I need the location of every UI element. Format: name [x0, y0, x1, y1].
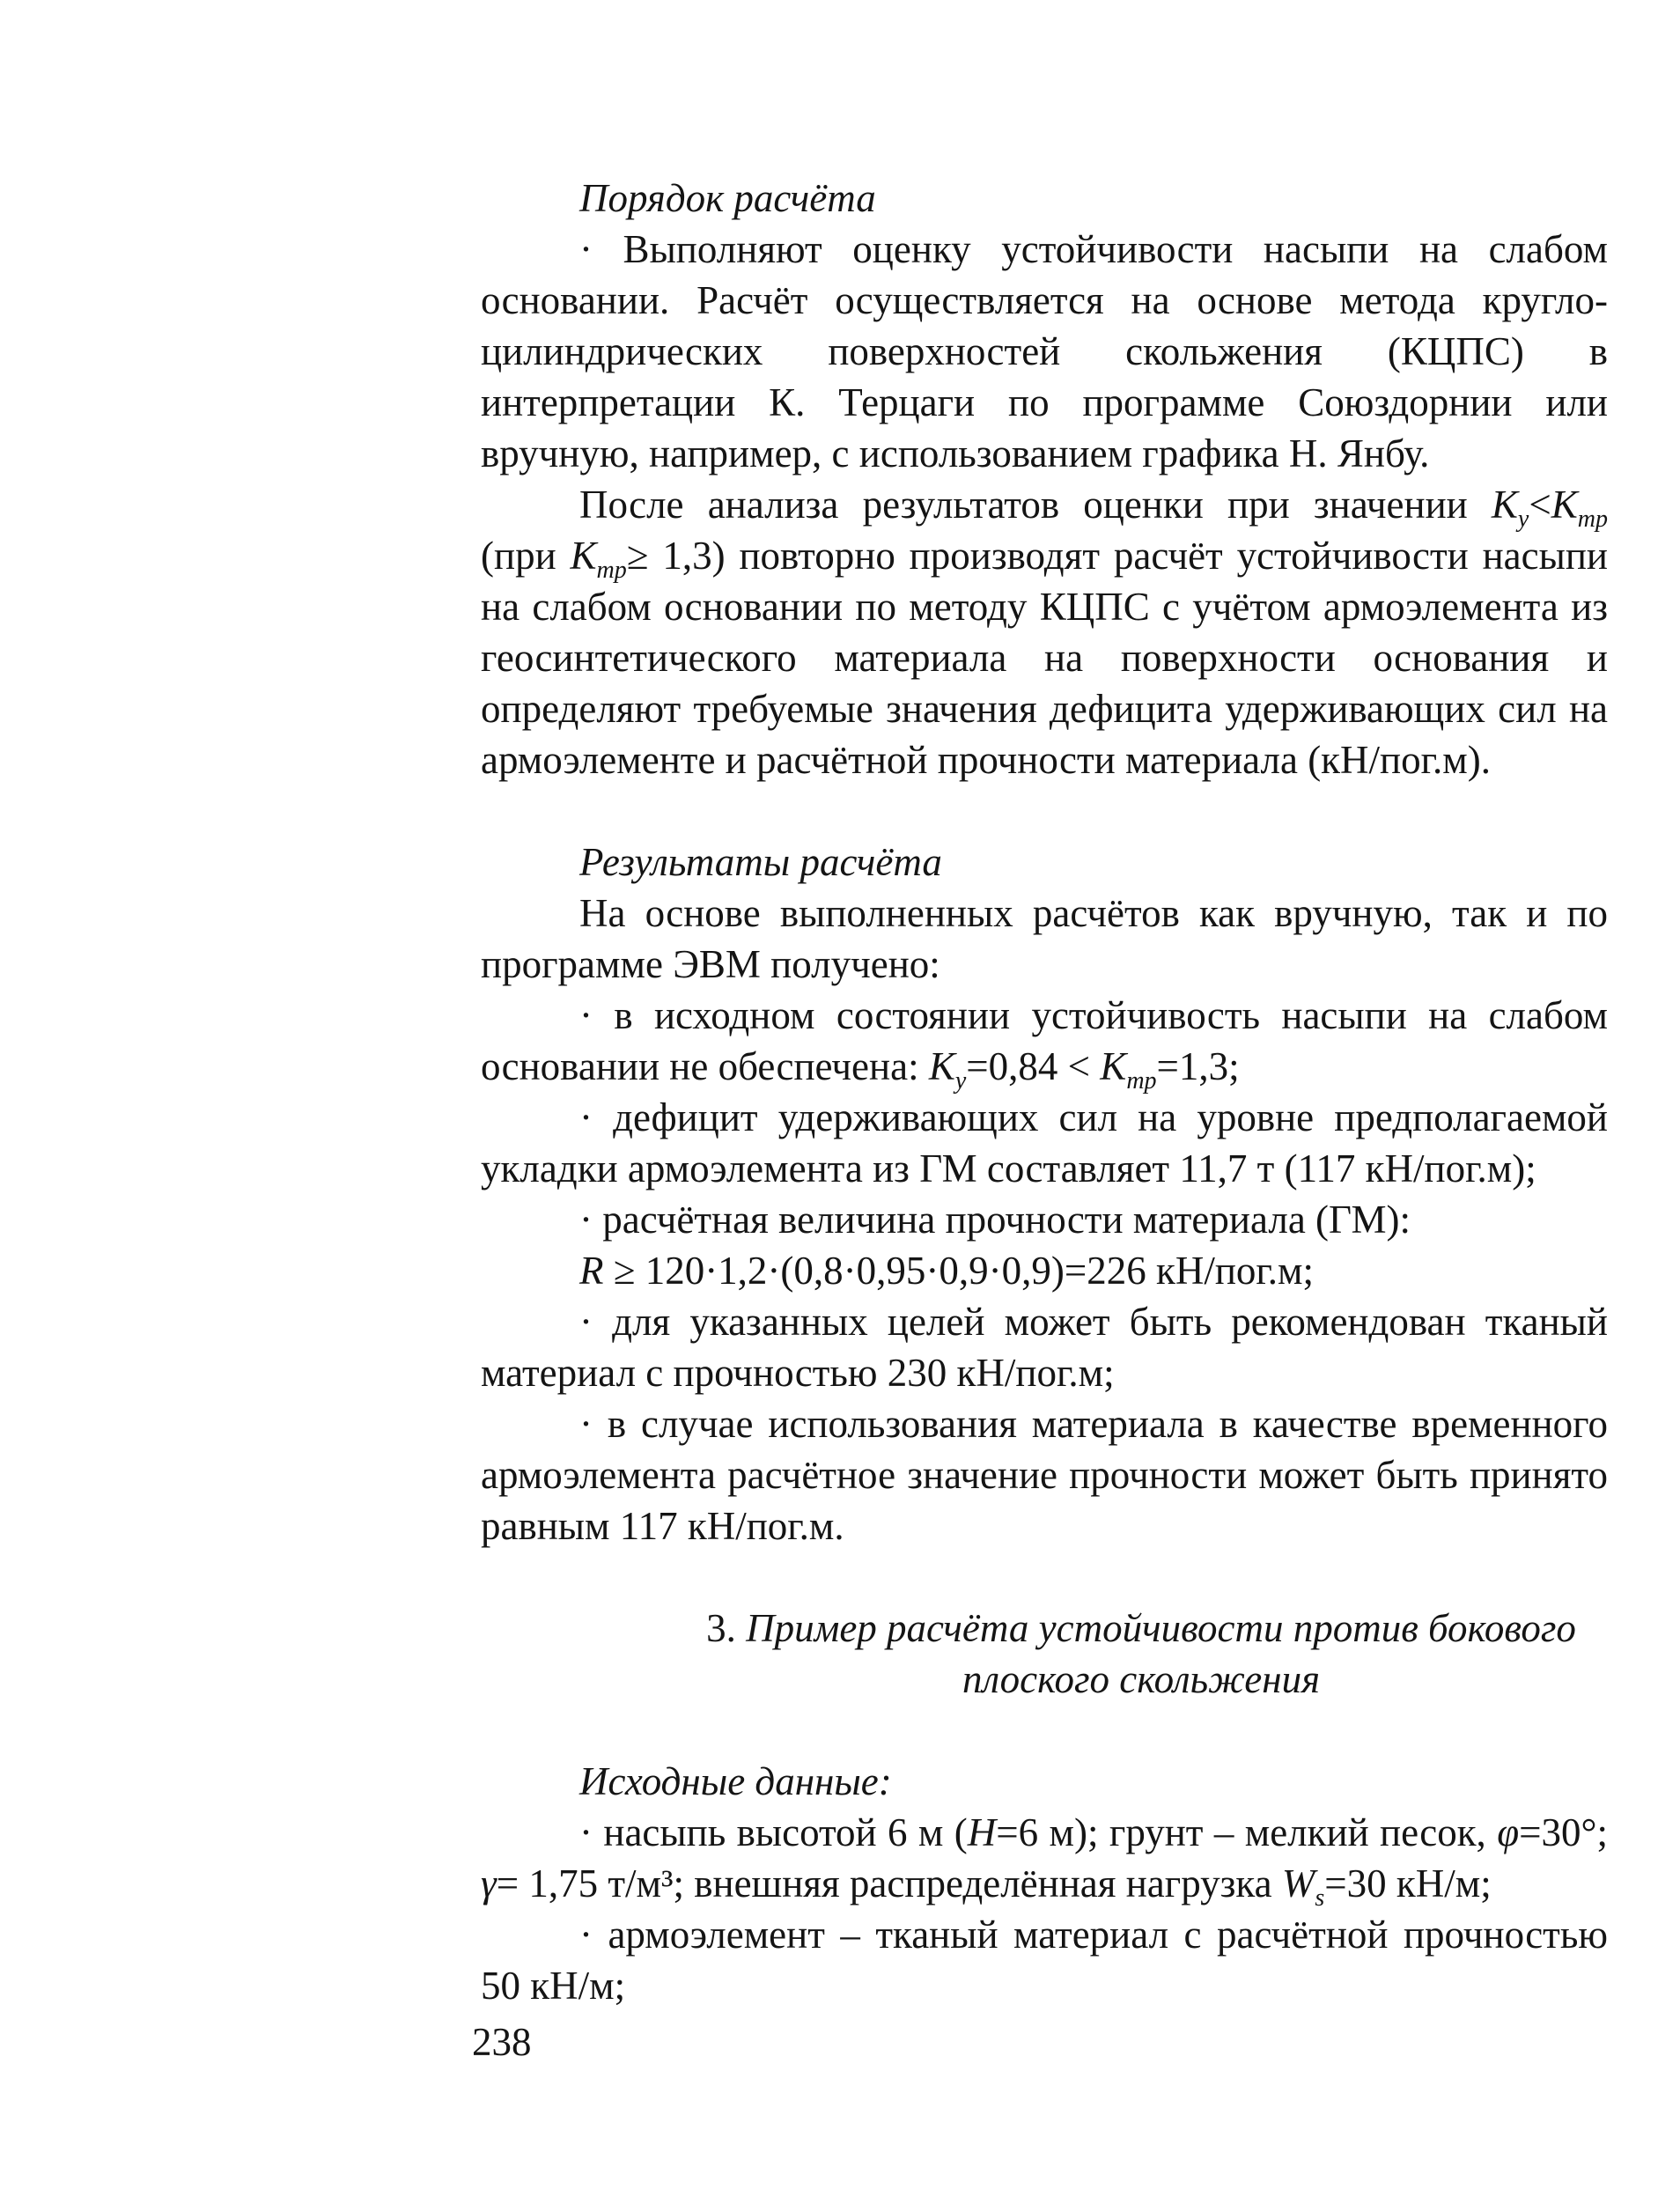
subscript-s: s — [1315, 1884, 1325, 1912]
bullet-strength-value: · расчётная величина прочности материала (ГМ): — [579, 1198, 1411, 1242]
section-number: 3. — [706, 1606, 736, 1650]
spacer — [481, 1705, 1608, 1756]
symbol-h: H — [967, 1810, 997, 1854]
section-title-line2: плоского скольжения — [962, 1657, 1321, 1701]
text-fragment: После анализа результатов оценки при значении — [579, 483, 1492, 527]
paragraph-stability-assessment: · Выполняют оценку устойчивости насыпи на слабом основании. Расчёт осуществляется на основе метода кругло-цилиндрических поверхностей скольжения (КЦПС) в интерпретации К. Терцаги по программе Союздорнии или вручную, например, с использованием графика Н. Янбу. — [481, 227, 1608, 475]
bullet-deficit: · дефицит удерживающих сил на уровне предполагаемой укладки армоэлемента из ГМ составляет 11,7 т (117 кН/пог.м); — [481, 1095, 1608, 1190]
bullet-embankment — [481, 1807, 1608, 1912]
symbol-k: K — [1491, 483, 1518, 527]
bullet-temporary-element: · в случае использования материала в качестве временного армоэлемента расчётное значение прочности может быть принято равным 117 кН/пог.м. — [481, 1402, 1608, 1548]
subscript-y: у — [954, 1067, 967, 1095]
text-fragment: =1,3; — [1156, 1044, 1240, 1088]
heading-calculation-results: Результаты расчёта — [579, 840, 942, 884]
heading-calculation-procedure: Порядок расчёта — [579, 176, 876, 220]
text-fragment: (при — [481, 534, 571, 578]
page-number: 238 — [472, 2020, 532, 2064]
subscript-tr: тр — [1126, 1067, 1157, 1095]
symbol-k: K — [928, 1044, 955, 1088]
heading-input-data: Исходные данные: — [579, 1759, 892, 1803]
page-content — [481, 173, 1608, 2011]
bullet-reinforcement: · армоэлемент – тканый материал с расчётной прочностью 50 кН/м; — [481, 1913, 1608, 2008]
text-fragment: =6 м); грунт – мелкий песок, — [996, 1810, 1498, 1854]
text-fragment: · в исходном состоянии устойчивость насыпи на слабом основании не обеспечена: — [481, 993, 1608, 1088]
spacer — [481, 1552, 1608, 1603]
text-fragment: · насыпь высотой 6 м ( — [579, 1810, 968, 1854]
symbol-k: K — [1100, 1044, 1127, 1088]
text-fragment: ≥ 1,3) повторно производят расчёт устойчивости насыпи на слабом основании по методу КЦПС с учётом армоэлемента из геосинтетического материала на поверхности основания и определяют требуемые значения дефицита удерживающих сил на армоэлементе и расчётной прочности материала (кН/пог.м). — [481, 534, 1608, 782]
subscript-tr: тр — [596, 557, 627, 584]
text-fragment: = 1,75 т/м³; внешняя распределённая нагрузка — [496, 1861, 1282, 1905]
bullet-initial-stability — [481, 990, 1608, 1095]
formula-strength — [481, 1245, 1608, 1296]
formula-body: ≥ 120·1,2·(0,8·0,95·0,9·0,9)=226 кН/пог.м; — [603, 1249, 1315, 1293]
paragraph-results-intro: На основе выполненных расчётов как вручную, так и по программе ЭВМ получено: — [481, 891, 1608, 986]
text-fragment: =30 кН/м; — [1324, 1861, 1492, 1905]
symbol-phi: φ — [1497, 1810, 1520, 1854]
symbol-k: K — [1551, 483, 1578, 527]
spacer — [481, 785, 1608, 837]
symbol-gamma: γ — [481, 1861, 497, 1905]
text-fragment: =30°; — [1519, 1810, 1608, 1854]
bullet-recommended-material: · для указанных целей может быть рекомендован тканый материал с прочностью 230 кН/пог.м; — [481, 1300, 1608, 1395]
section-title-text: Пример расчёта устойчивости против бокового — [746, 1606, 1576, 1650]
paragraph-repeat-calculation — [481, 479, 1608, 785]
symbol-r: R — [579, 1249, 604, 1293]
subscript-y: у — [1517, 505, 1529, 533]
symbol-k: K — [570, 534, 597, 578]
text-fragment: =0,84 < — [966, 1044, 1101, 1088]
subscript-tr: тр — [1577, 505, 1608, 533]
symbol-w: W — [1281, 1861, 1315, 1905]
symbol-less-than: < — [1529, 483, 1551, 527]
section-title-line1 — [481, 1603, 1608, 1654]
